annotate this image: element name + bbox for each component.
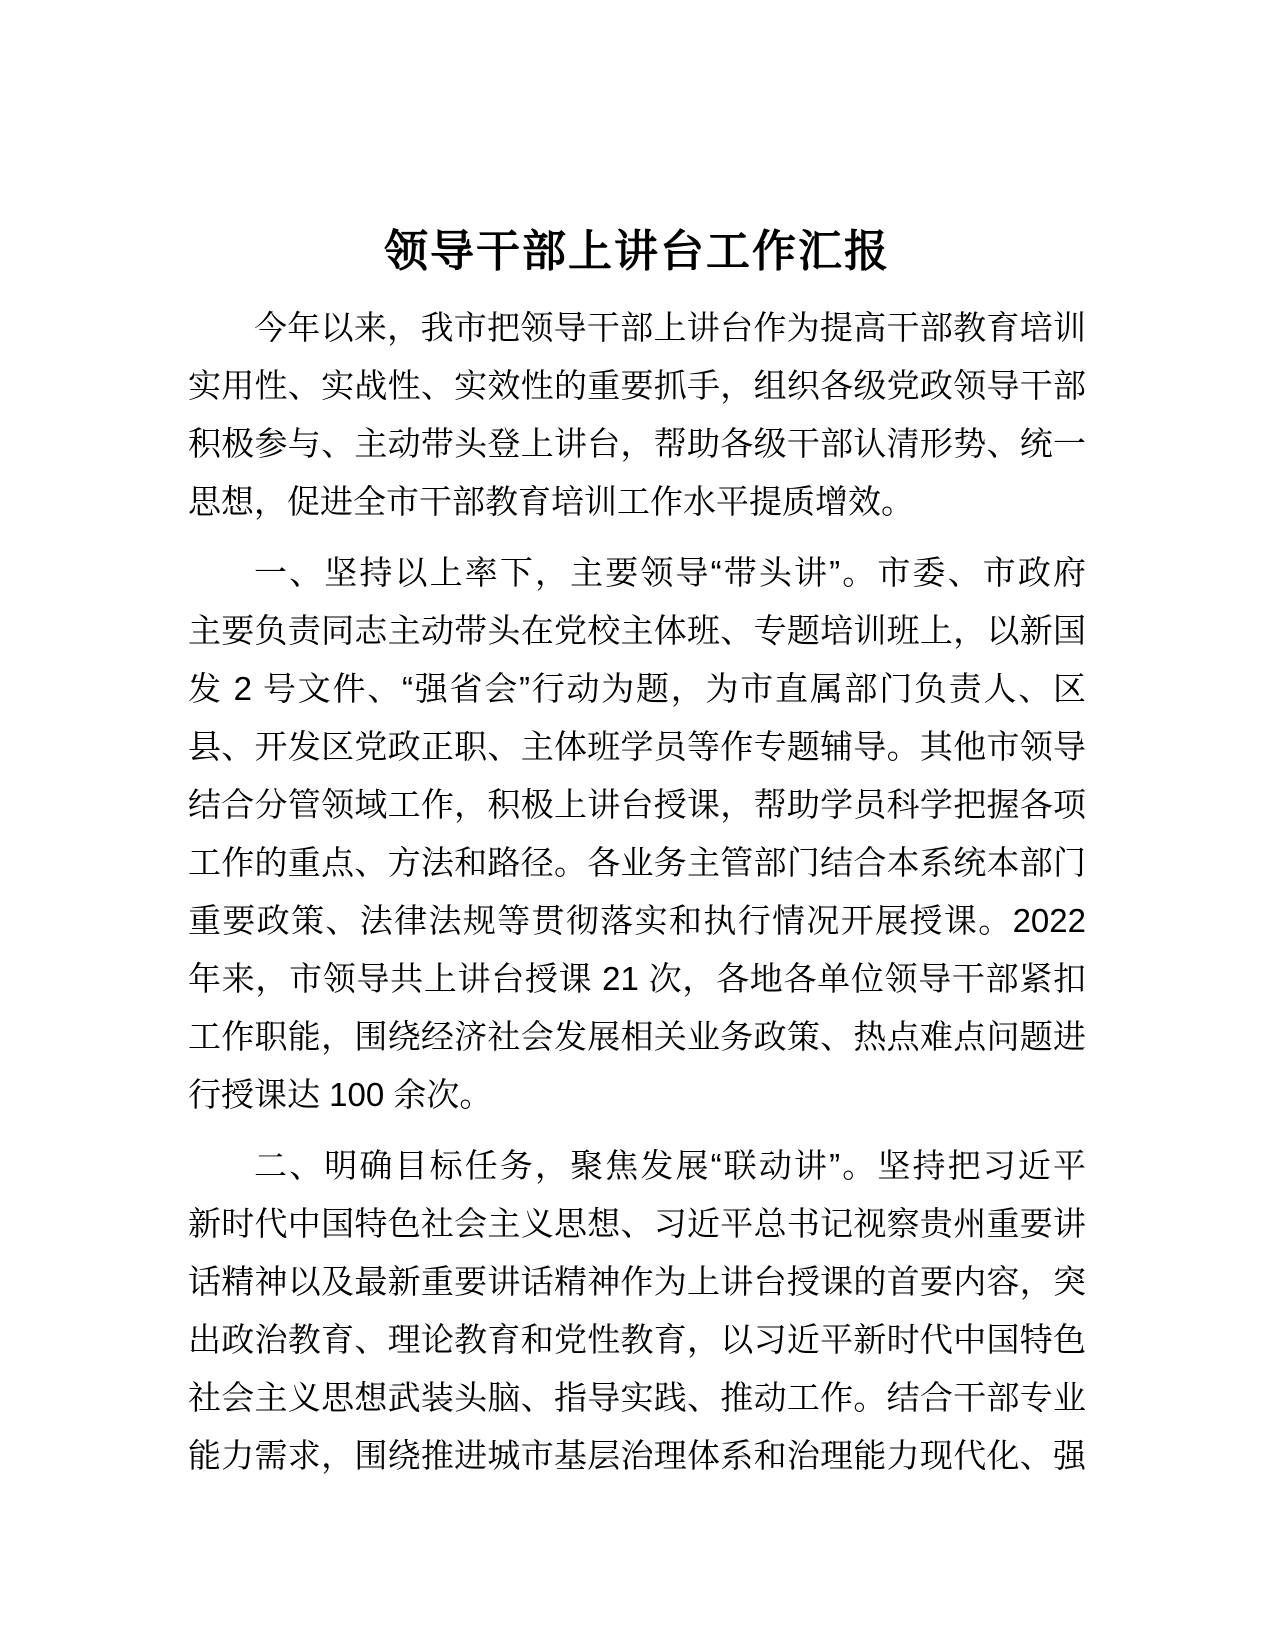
- text-line: 能力需求，围绕推进城市基层治理体系和治理能力现代化、强: [188, 1437, 1086, 1474]
- text-line: 二、明确目标任务，聚焦发展“联动讲”。坚持把习近平: [254, 1147, 1086, 1184]
- document-body: [188, 299, 1086, 1485]
- text-line: 年来，市领导共上讲台授课 21 次，各地各单位领导干部紧扣: [188, 960, 1086, 997]
- text-line: 县、开发区党政正职、主体班学员等作专题辅导。其他市领导: [188, 728, 1086, 765]
- document-title: 领导干部上讲台工作汇报: [384, 227, 890, 276]
- text-line: 重要政策、法律法规等贯彻落实和执行情况开展授课。2022: [188, 902, 1086, 939]
- paragraph: [188, 299, 1086, 531]
- text-line: 社会主义思想武装头脑、指导实践、推动工作。结合干部专业: [188, 1379, 1086, 1416]
- text-line: 新时代中国特色社会主义思想、习近平总书记视察贵州重要讲: [188, 1205, 1086, 1242]
- paragraph: [188, 544, 1086, 1124]
- text-line: 工作的重点、方法和路径。各业务主管部门结合本系统本部门: [188, 844, 1086, 881]
- text-line: 行授课达 100 余次。: [188, 1076, 493, 1113]
- text-line: 发 2 号文件、“强省会”行动为题，为市直属部门负责人、区: [188, 670, 1086, 707]
- text-line: 今年以来，我市把领导干部上讲台作为提高干部教育培训: [254, 309, 1086, 346]
- text-line: 工作职能，围绕经济社会发展相关业务政策、热点难点问题进: [188, 1018, 1086, 1055]
- text-line: 话精神以及最新重要讲话精神作为上讲台授课的首要内容，突: [188, 1263, 1086, 1300]
- text-line: 实用性、实战性、实效性的重要抓手，组织各级党政领导干部: [188, 367, 1086, 404]
- paragraph: [188, 1137, 1086, 1485]
- text-line: 思想，促进全市干部教育培训工作水平提质增效。: [188, 483, 914, 520]
- text-line: 积极参与、主动带头登上讲台，帮助各级干部认清形势、统一: [188, 425, 1086, 462]
- text-line: 一、坚持以上率下，主要领导“带头讲”。市委、市政府: [254, 554, 1086, 591]
- text-line: 结合分管领域工作，积极上讲台授课，帮助学员科学把握各项: [188, 786, 1086, 823]
- text-line: 出政治教育、理论教育和党性教育，以习近平新时代中国特色: [188, 1321, 1086, 1358]
- text-line: 主要负责同志主动带头在党校主体班、专题培训班上，以新国: [188, 612, 1086, 649]
- document-content: [188, 222, 1086, 1498]
